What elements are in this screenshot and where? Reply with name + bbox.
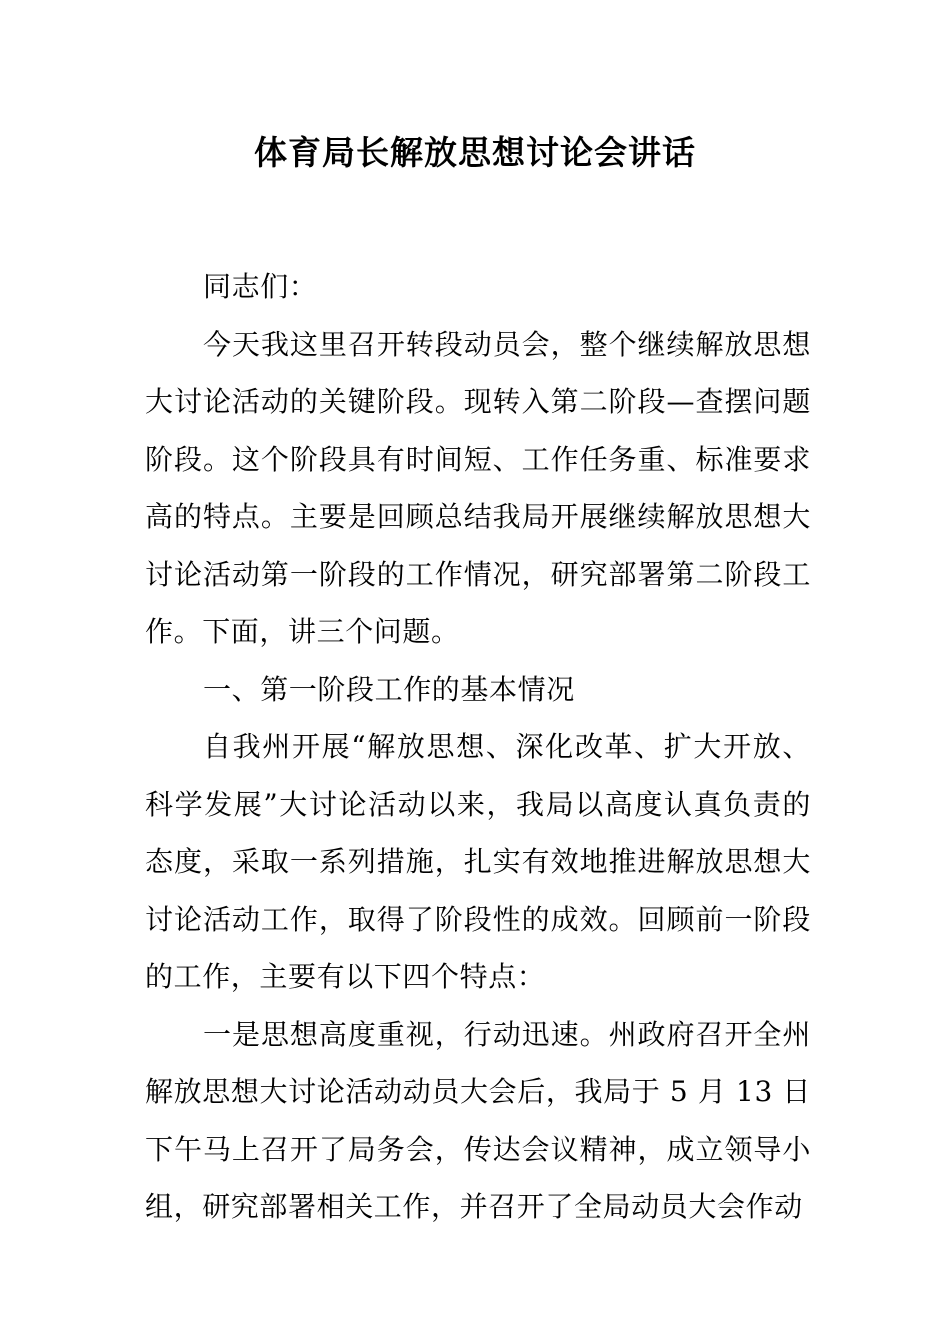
salutation-paragraph: 同志们： bbox=[203, 270, 318, 303]
section-heading: 一、第一阶段工作的基本情况 bbox=[203, 672, 575, 706]
body-paragraph: 一是思想高度重视，行动迅速。州政府召开全州解放思想大讨论活动动员大会后，我局于 5 月 13 日下午马上召开了局务会，传达会议精神，成立领导小组，研究部署相关工作，并召开了全局动员大会作动 bbox=[145, 1017, 811, 1223]
document-body bbox=[145, 258, 811, 1236]
body-paragraph: 今天我这里召开转段动员会，整个继续解放思想大讨论活动的关键阶段。现转入第二阶段—查摆问题阶段。这个阶段具有时间短、工作任务重、标准要求高的特点。主要是回顾总结我局开展继续解放思想大讨论活动第一阶段的工作情况，研究部署第二阶段工作。下面，讲三个问题。 bbox=[145, 327, 811, 648]
document-title: 体育局长解放思想讨论会讲话 bbox=[254, 133, 696, 172]
body-paragraph: 自我州开展“解放思想、深化改革、扩大开放、科学发展”大讨论活动以来，我局以高度认真负责的态度，采取一系列措施，扎实有效地推进解放思想大讨论活动工作，取得了阶段性的成效。回顾前一阶段的工作，主要有以下四个特点： bbox=[145, 730, 811, 993]
